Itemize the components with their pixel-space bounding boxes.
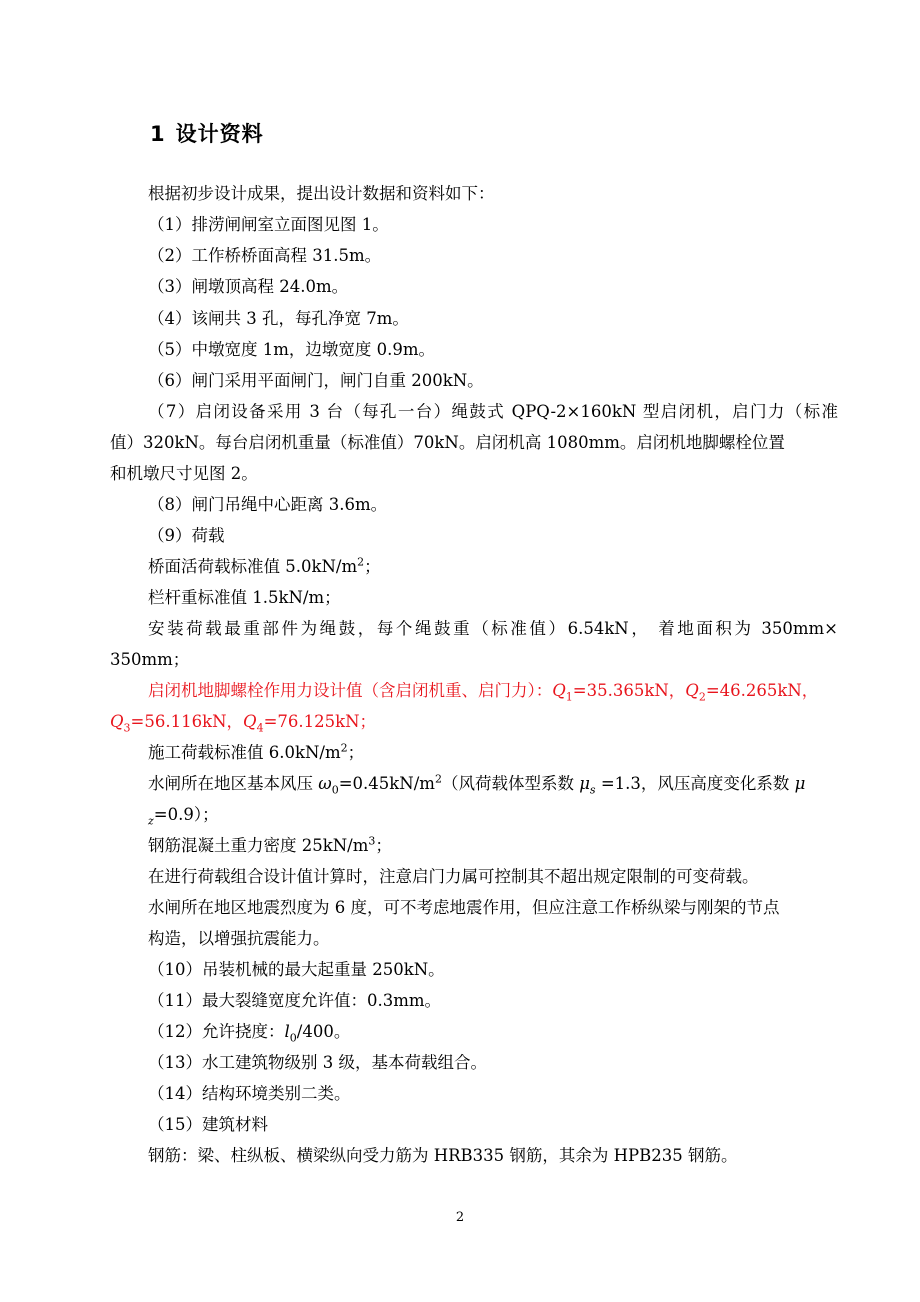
page-number: 2	[455, 1210, 465, 1225]
section-title: 设计资料	[175, 122, 264, 146]
omega-symbol: ω	[318, 774, 332, 793]
section-number: 1	[150, 122, 166, 146]
load-combination-note: 在进行荷载组合设计值计算时，注意启门力属可控制其不超出规定限制的可变荷载。	[148, 867, 759, 886]
mu-symbol: μ	[579, 774, 590, 793]
q3-label: Q	[110, 712, 124, 731]
load-bridge-sup: 2	[357, 555, 365, 569]
list-item-7-line-3: 和机墩尺寸见图 2。	[110, 464, 258, 483]
q4-sub: 4	[256, 721, 264, 735]
seismic-note-line-2: 构造，以增强抗震能力。	[148, 929, 330, 948]
q2-label: Q	[685, 681, 699, 700]
mu2-symbol: μ	[794, 774, 806, 793]
mu-value: =1.3，风压高度变化系数	[595, 774, 795, 793]
intro-paragraph: 根据初步设计成果，提出设计数据和资料如下：	[148, 184, 495, 203]
mu2-sub: z	[148, 814, 154, 828]
list-item-5: （5）中墩宽度 1m，边墩宽度 0.9m。	[148, 340, 436, 359]
list-item-1: （1）排涝闸闸室立面图见图 1。	[148, 215, 389, 234]
q1-label: Q	[552, 681, 566, 700]
wind-pressure-line-1	[148, 773, 805, 795]
load-bridge-text: 桥面活荷载标准值 5.0kN/m	[148, 557, 358, 576]
load-bridge-end: ；	[364, 557, 381, 576]
q2-sub: 2	[698, 690, 706, 704]
load-railing: 栏杆重标准值 1.5kN/m；	[148, 588, 341, 607]
load-bridge-live	[148, 556, 381, 578]
list-item-13: （13）水工建筑物级别 3 级，基本荷载组合。	[148, 1053, 487, 1072]
l-sub: 0	[289, 1031, 297, 1045]
q1-value: =35.365kN，	[572, 681, 686, 700]
section-heading	[150, 118, 264, 148]
wind-pressure-line-2	[148, 804, 219, 826]
concrete-sup: 3	[368, 834, 376, 848]
wind-text: 水闸所在地区基本风压	[148, 774, 319, 793]
deflection-value: /400。	[296, 1022, 351, 1041]
list-item-11: （11）最大裂缝宽度允许值：0.3mm。	[148, 991, 442, 1010]
load-install-line-1: 安装荷载最重部件为绳鼓，每个绳鼓重（标准值）6.54kN， 着地面积为 350mm×	[148, 619, 838, 638]
list-item-7-line-1: （7）启闭设备采用 3 台（每孔一台）绳鼓式 QPQ-2×160kN 型启闭机，启门力（标准	[148, 402, 838, 421]
q3-value: =56.116kN，	[130, 712, 244, 731]
list-item-14: （14）结构环境类别二类。	[148, 1084, 351, 1103]
load-construction-text: 施工荷载标准值 6.0kN/m	[148, 743, 341, 762]
wind-sup: 2	[434, 772, 442, 786]
q1-sub: 1	[565, 690, 573, 704]
load-install-line-2: 350mm；	[110, 650, 190, 669]
q3-sub: 3	[123, 721, 131, 735]
bolt-force-line-2	[110, 711, 376, 733]
mu2-value: =0.9）；	[153, 805, 219, 824]
list-item-9: （9）荷载	[148, 526, 225, 545]
list-item-12	[148, 1021, 350, 1043]
wind-value: =0.45kN/m	[338, 774, 435, 793]
list-item-3: （3）闸墩顶高程 24.0m。	[148, 277, 349, 296]
seismic-note-line-1: 水闸所在地区地震烈度为 6 度，可不考虑地震作用，但应注意工作桥纵梁与刚架的节点	[148, 898, 780, 917]
load-construction	[148, 742, 364, 764]
concrete-density	[148, 835, 392, 857]
concrete-end: ；	[375, 836, 392, 855]
mu-sub: s	[589, 783, 596, 797]
list-item-2: （2）工作桥桥面高程 31.5m。	[148, 246, 382, 265]
concrete-text: 钢筋混凝土重力密度 25kN/m	[148, 836, 369, 855]
q2-value: =46.265kN，	[705, 681, 819, 700]
list-item-6: （6）闸门采用平面闸门，闸门自重 200kN。	[148, 371, 484, 390]
list-item-8: （8）闸门吊绳中心距离 3.6m。	[148, 495, 388, 514]
omega-sub: 0	[331, 783, 339, 797]
l-symbol: l	[284, 1022, 290, 1041]
load-construction-end: ；	[347, 743, 365, 762]
list-item-15: （15）建筑材料	[148, 1115, 268, 1134]
wind-shape-text: （风荷载体型系数	[441, 774, 580, 793]
bolt-force-line-1	[148, 680, 818, 702]
q4-label: Q	[243, 712, 257, 731]
load-construction-sup: 2	[340, 741, 348, 755]
list-item-4: （4）该闸共 3 孔，每孔净宽 7m。	[148, 309, 409, 328]
deflection-text: （12）允许挠度：	[148, 1022, 285, 1041]
list-item-7-line-2: 值）320kN。每台启闭机重量（标准值）70kN。启闭机高 1080mm。启闭机地脚螺栓位置	[110, 433, 785, 452]
q4-value: =76.125kN；	[263, 712, 377, 731]
list-item-10: （10）吊装机械的最大起重量 250kN。	[148, 960, 445, 979]
bolt-force-text: 启闭机地脚螺栓作用力设计值（含启闭机重、启门力）：	[148, 681, 553, 700]
steel-reinforcement: 钢筋：梁、柱纵板、横梁纵向受力筋为 HRB335 钢筋，其余为 HPB235 钢筋。	[148, 1146, 738, 1165]
